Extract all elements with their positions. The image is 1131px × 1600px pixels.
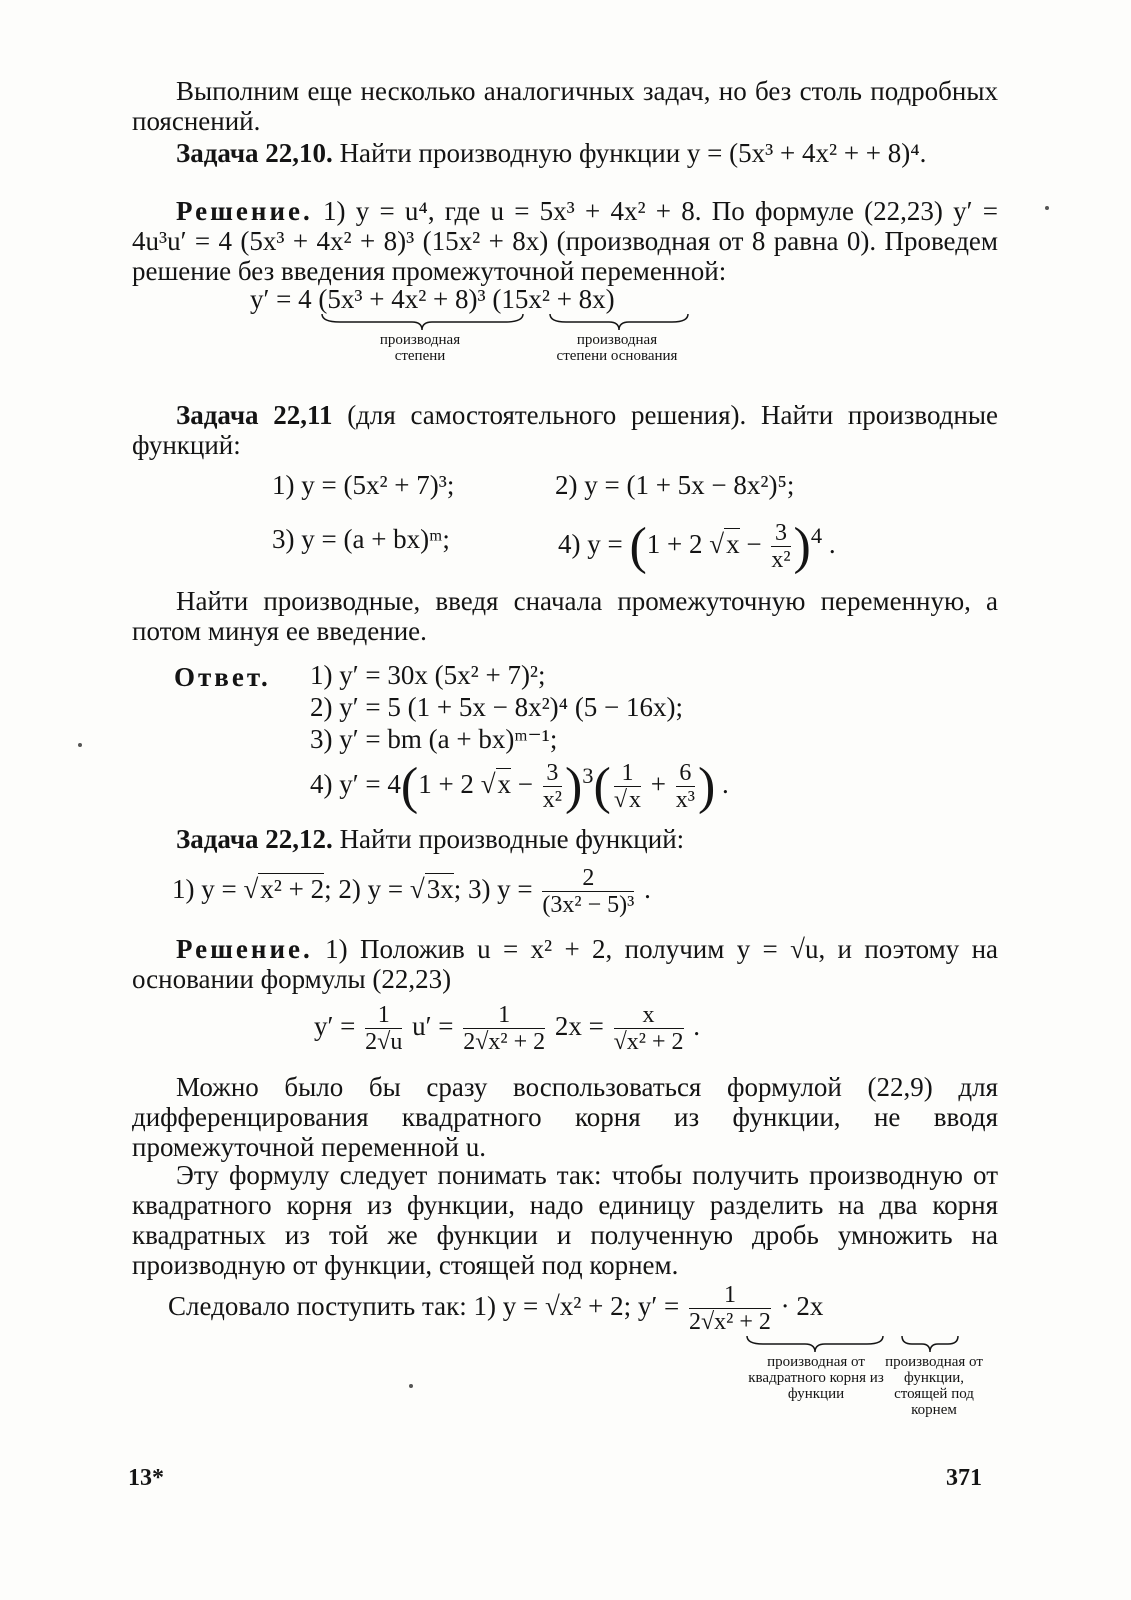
signature-mark: 13* — [128, 1465, 164, 1491]
scan-speck — [78, 743, 82, 747]
solution-1-text: 1) y = u⁴, где u = 5x³ + 4x² + 8. По формуле (22,23) y′ = 4u³u′ = 4 (5x³ + 4x² + 8)³ (15x² + 8x) (производная от 8 равна 0). Проведем решение без введения промежуточной переменной: — [132, 196, 998, 286]
solution-2-lhs: y′ = — [314, 1011, 356, 1041]
answer-4-den-3: x³ — [675, 787, 695, 814]
exercise-4-radicand: x — [726, 529, 740, 559]
answer-4-num-3: 6 — [676, 760, 695, 787]
exercise-4: 4) y = (1 + 2 √x − $\frac{3}{\text{x²}}$ )$^4$ . — [558, 517, 836, 575]
solution-2-text: 1) Положив u = x² + 2, получим y = √u, и поэтому на основании формулы (22,23) — [132, 934, 999, 994]
intro-text: Выполним еще несколько аналогичных задач, но без столь подробных пояснений. — [132, 76, 998, 136]
final-line-numerator: 1 — [689, 1282, 771, 1309]
solution-1 — [132, 196, 998, 286]
task-22-12 — [132, 824, 998, 854]
final-line — [168, 1276, 823, 1336]
paren-open: ( — [629, 517, 647, 575]
task-22-12-label: Задача 22,12. — [176, 824, 333, 854]
brace-3-note: производная от квадратного корня из функции — [748, 1354, 884, 1402]
paren-close: ) — [564, 757, 583, 815]
task-22-11-label: Задача 22,11 — [176, 400, 333, 430]
task-22-11-text: (для самостоятельного решения). Найти производные функций: — [132, 400, 998, 460]
solution-2-num-1: 1 — [365, 1002, 402, 1029]
answer-4-lhs: 4) y′ = 4 — [310, 769, 401, 799]
solution-2-equation: y′ = $\frac{1}{2√u}$ u′ = $\frac{1}{\text{2√x² + 2}}$ 2x = $\frac{x}{\text{√x² + 2}}$ . — [314, 1002, 700, 1056]
final-line-tail: · 2x — [780, 1291, 824, 1321]
solution-2-label: Решение. — [176, 934, 313, 964]
answer-4-den-2: √x — [613, 787, 642, 814]
answer-4-radicand: x — [497, 769, 512, 799]
paren-open: ( — [400, 757, 419, 815]
brace-2 — [548, 312, 690, 332]
answer-label: Ответ. — [174, 662, 271, 692]
solution-1-final-formula: y′ = 4 (5x³ + 4x² + 8)³ (15x² + 8x) — [250, 284, 615, 314]
paren-close: ) — [793, 517, 811, 575]
brace-4-note: производная от функции, стоящей под корнем — [885, 1354, 983, 1418]
function-2-lhs: ; 2) y = — [324, 874, 404, 904]
exercise-4-lhs: 4) y = — [558, 529, 623, 559]
scan-speck — [409, 1384, 413, 1388]
exercise-2: 2) y = (1 + 5x − 8x²)⁵; — [555, 470, 795, 500]
function-2-radicand: 3x — [426, 874, 454, 904]
solution-2 — [132, 934, 998, 994]
task-22-12-functions: 1) y = √x² + 2; 2) y = √3x; 3) y = $\frac{2}{\text{(3x² − 5)³}}$ . — [172, 865, 651, 919]
exercise-4-numerator: 3 — [771, 520, 790, 547]
paren-open-2: ( — [593, 757, 611, 815]
final-line-text: Следовало поступить так: 1) y = √x² + 2; y′ = — [168, 1291, 680, 1321]
task-22-11-note-text: Найти производные, введя сначала промежуточную переменную, а потом минуя ее введение. — [132, 586, 998, 646]
exercise-4-exponent: 4 — [810, 523, 823, 548]
final-line-denominator: 2√x² + 2 — [688, 1309, 771, 1336]
answer-4-den-1: x² — [542, 787, 562, 814]
scan-speck — [1045, 206, 1049, 210]
exercise-1: 1) y = (5x² + 7)³; — [272, 470, 455, 500]
brace-1-note: производная степени — [379, 332, 461, 364]
final-line-fraction — [689, 1282, 771, 1335]
intro-paragraph — [132, 76, 998, 136]
task-22-10-text: Найти производную функции y = (5x³ + 4x² + + 8)⁴. — [339, 138, 927, 168]
exercise-4-fraction — [771, 520, 790, 573]
solution-2-fraction-2 — [463, 1002, 545, 1055]
function-3-lhs: ; 3) y = — [453, 874, 533, 904]
function-1-lhs: 1) y = — [172, 874, 237, 904]
task-22-10-label: Задача 22,10. — [176, 138, 333, 168]
answer-4-num-2: 1 — [614, 760, 641, 787]
function-3-numerator: 2 — [542, 865, 634, 892]
solution-2-fraction-3 — [614, 1002, 684, 1055]
solution-2-num-3: x — [614, 1002, 684, 1029]
answer-4-den-2-radicand: x — [629, 787, 642, 814]
answer-4-fraction-3 — [676, 760, 695, 813]
exercise-3: 3) y = (a + bx)ᵐ; — [272, 524, 450, 554]
function-3-fraction — [542, 865, 634, 918]
paragraph-2-text: Эту формулу следует понимать так: чтобы получить производную от квадратного корня из функции, надо единицу разделить на два корня квадратных из той же функции и полученную дробь умножить на производную от функции, стоящей под корнем. — [132, 1160, 998, 1280]
answer-4-exponent: 3 — [582, 763, 594, 788]
solution-2-den-3: √x² + 2 — [613, 1029, 684, 1056]
answer-3: 3) y′ = bm (a + bx)ᵐ⁻¹; — [310, 724, 558, 754]
brace-2-note: производная степени основания — [556, 332, 678, 364]
answer-1: 1) y′ = 30x (5x² + 7)²; — [310, 660, 546, 690]
function-3-denominator: (3x² − 5)³ — [542, 892, 635, 919]
answer-4-term: 1 + 2 — [418, 769, 474, 799]
paragraph-1 — [132, 1072, 998, 1162]
paragraph-2 — [132, 1160, 998, 1280]
task-22-11-note — [132, 586, 998, 646]
answer-4: 4) y′ = 4(1 + 2 √x − $\frac{3}{\text{x²}}$ )$^3$( $\frac{1}{√x}$ + $\frac{6}{\text{x³}}$ ) . — [310, 757, 729, 815]
answer-4-fraction-1 — [543, 760, 562, 813]
brace-4 — [900, 1334, 960, 1354]
exercise-4-denominator: x² — [771, 547, 791, 574]
answer-2: 2) y′ = 5 (1 + 5x − 8x²)⁴ (5 − 16x); — [310, 692, 684, 722]
solution-2-fraction-1 — [365, 1002, 402, 1055]
task-22-11 — [132, 400, 998, 460]
paren-close-2: ) — [697, 757, 716, 815]
solution-2-2x: 2x = — [554, 1011, 604, 1041]
paragraph-1-text: Можно было бы сразу воспользоваться формулой (22,9) для дифференцирования квадратного корня из функции, не вводя промежуточной переменной u. — [132, 1072, 998, 1162]
exercise-4-minus: − — [746, 529, 762, 559]
solution-2-den-2: 2√x² + 2 — [463, 1029, 546, 1056]
brace-1 — [320, 312, 525, 332]
solution-2-den-1: 2√u — [365, 1029, 403, 1056]
answer-4-fraction-2 — [614, 760, 641, 813]
answer-4-num-1: 3 — [543, 760, 562, 787]
task-22-12-text: Найти производные функций: — [339, 824, 685, 854]
solution-2-u-prime: u′ = — [412, 1011, 454, 1041]
solution-1-label: Решение. — [176, 196, 313, 226]
page-number: 371 — [946, 1465, 982, 1491]
task-22-10 — [132, 138, 998, 168]
function-1-radicand: x² + 2 — [260, 874, 325, 904]
brace-3 — [745, 1334, 885, 1354]
solution-2-num-2: 1 — [463, 1002, 545, 1029]
exercise-4-term: 1 + 2 — [646, 529, 703, 559]
